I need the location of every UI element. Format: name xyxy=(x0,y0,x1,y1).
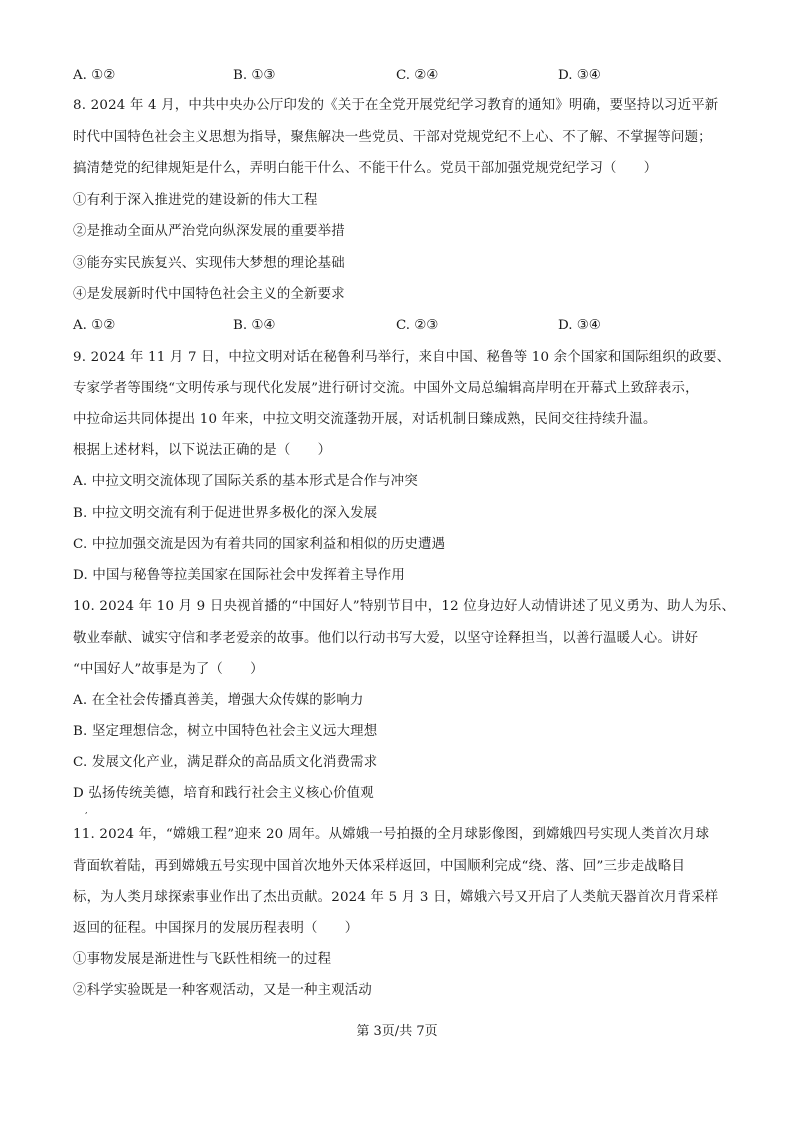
q7-option-b: B. ①③ xyxy=(233,68,276,83)
q9-option-d: D. 中国与秘鲁等拉美国家在国际社会中发挥着主导作用 xyxy=(73,568,405,583)
q9-stem-line-3: 中拉命运共同体提出 10 年来，中拉文明交流蓬勃开展，对话机制日臻成熟，民间交往持续升温。 xyxy=(73,412,657,427)
q10-option-d: D 弘扬传统美德，培育和践行社会主义核心价值观 xyxy=(73,786,374,801)
q9-stem-line-4: 根据上述材料，以下说法正确的是（ ） xyxy=(73,443,332,458)
q11-item-1: ①事物发展是渐进性与飞跃性相统一的过程 xyxy=(73,952,332,967)
q9-stem-line-2: 专家学者等围绕“文明传承与现代化发展”进行研讨交流。中国外文局总编辑高岸明在开幕式上致辞表示， xyxy=(73,381,699,396)
q9-option-a: A. 中拉文明交流体现了国际关系的基本形式是合作与冲突 xyxy=(73,474,418,489)
q10-option-c: C. 发展文化产业，满足群众的高品质文化消费需求 xyxy=(73,755,378,770)
q7-option-d: D. ③④ xyxy=(558,68,601,83)
q8-item-2: ②是推动全面从严治党向纵深发展的重要举措 xyxy=(73,224,345,239)
q8-option-b: B. ①④ xyxy=(233,318,276,333)
q8-stem-line-1: 8. 2024 年 4 月，中共中央办公厅印发的《关于在全党开展党纪学习教育的通知》明确，要坚持以习近平新 xyxy=(73,98,719,113)
q7-option-c: C. ②④ xyxy=(396,68,439,83)
q8-item-4: ④是发展新时代中国特色社会主义的全新要求 xyxy=(73,287,345,302)
q11-stem-line-1: 11. 2024 年，“嫦娥工程”迎来 20 周年。从嫦娥一号拍摄的全月球影像图，到嫦娥四号实现人类首次月球 xyxy=(73,827,710,842)
q10-stem-line-3: “中国好人”故事是为了（ ） xyxy=(73,662,264,677)
q10-stem-line-1: 10. 2024 年 10 月 9 日央视首播的“中国好人”特别节目中，12 位身边好人动情讲述了见义勇为、助人为乐、 xyxy=(73,599,736,614)
q9-option-b: B. 中拉文明交流有利于促进世界多极化的深入发展 xyxy=(73,506,378,521)
q8-stem-line-3: 搞清楚党的纪律规矩是什么，弄明白能干什么、不能干什么。党员干部加强党规党纪学习（ ） xyxy=(73,161,658,176)
page-number-footer: 第 3页/共 7页 xyxy=(356,1024,438,1039)
q9-option-c: C. 中拉加强交流是因为有着共同的国家利益和相似的历史遭遇 xyxy=(73,537,446,552)
q7-option-a: A. ①② xyxy=(73,68,116,83)
q10-stem-line-2: 敬业奉献、诚实守信和孝老爱亲的故事。他们以行动书写大爱，以坚守诠释担当，以善行温暖人心。讲好 xyxy=(73,631,699,646)
q8-option-c: C. ②③ xyxy=(396,318,439,333)
q8-stem-line-2: 时代中国特色社会主义思想为指导，聚焦解决一些党员、干部对党规党纪不上心、不了解、不掌握等问题； xyxy=(73,130,712,145)
q8-item-1: ①有利于深入推进党的建设新的伟大工程 xyxy=(73,193,318,208)
q9-stem-line-1: 9. 2024 年 11 月 7 日，中拉文明对话在秘鲁利马举行，来自中国、秘鲁等 10 余个国家和国际组织的政要、 xyxy=(73,350,731,365)
stray-mark: , xyxy=(85,806,88,815)
q8-option-a: A. ①② xyxy=(73,318,116,333)
q8-item-3: ③能夯实民族复兴、实现伟大梦想的理论基础 xyxy=(73,256,345,271)
q10-option-b: B. 坚定理想信念，树立中国特色社会主义远大理想 xyxy=(73,724,378,739)
q10-option-a: A. 在全社会传播真善美，增强大众传媒的影响力 xyxy=(73,693,364,708)
q11-stem-line-3: 标，为人类月球探索事业作出了杰出贡献。2024 年 5 月 3 日，嫦娥六号又开启了人类航天器首次月背采样 xyxy=(73,890,719,905)
q11-stem-line-4: 返回的征程。中国探月的发展历程表明（ ） xyxy=(73,921,359,936)
q11-stem-line-2: 背面软着陆，再到嫦娥五号实现中国首次地外天体采样返回，中国顺利完成“绕、落、回”三步走战略目 xyxy=(73,859,686,874)
q11-item-2: ②科学实验既是一种客观活动，又是一种主观活动 xyxy=(73,983,372,998)
q8-option-d: D. ③④ xyxy=(558,318,601,333)
